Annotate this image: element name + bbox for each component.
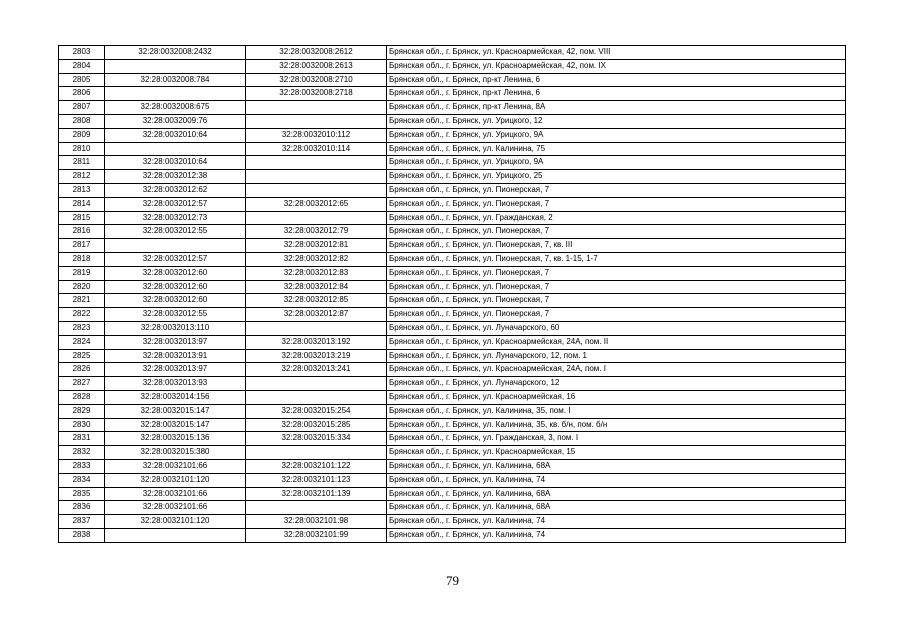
- row-number-cell: 2836: [59, 501, 105, 515]
- cadastral-number-building-cell: 32:28:0032101:66: [105, 501, 246, 515]
- table-row: [59, 114, 846, 128]
- table-row: [59, 294, 846, 308]
- cadastral-number-building-cell: 32:28:0032012:73: [105, 211, 246, 225]
- cadastral-number-building-cell: 32:28:0032013:91: [105, 349, 246, 363]
- row-number-cell: 2833: [59, 459, 105, 473]
- address-cell: Брянская обл., г. Брянск, ул. Урицкого, 9А: [387, 156, 846, 170]
- row-number-cell: 2804: [59, 59, 105, 73]
- cadastral-number-premises-cell: [246, 377, 387, 391]
- cadastral-number-building-cell: 32:28:0032015:147: [105, 404, 246, 418]
- cadastral-number-building-cell: 32:28:0032015:136: [105, 432, 246, 446]
- row-number-cell: 2808: [59, 114, 105, 128]
- row-number-cell: 2828: [59, 390, 105, 404]
- row-number-cell: 2816: [59, 225, 105, 239]
- cadastral-number-building-cell: 32:28:0032013:97: [105, 363, 246, 377]
- table-row: [59, 280, 846, 294]
- table-row: [59, 335, 846, 349]
- cadastral-number-building-cell: 32:28:0032012:57: [105, 252, 246, 266]
- address-cell: Брянская обл., г. Брянск, ул. Пионерская, 7: [387, 183, 846, 197]
- table-row: [59, 252, 846, 266]
- table-row: [59, 225, 846, 239]
- cadastral-number-premises-cell: 32:28:0032012:85: [246, 294, 387, 308]
- cadastral-number-premises-cell: [246, 170, 387, 184]
- cadastral-number-premises-cell: 32:28:0032013:192: [246, 335, 387, 349]
- address-cell: Брянская обл., г. Брянск, ул. Калинина, 74: [387, 473, 846, 487]
- table-row: [59, 321, 846, 335]
- cadastral-number-premises-cell: 32:28:0032101:139: [246, 487, 387, 501]
- address-cell: Брянская обл., г. Брянск, ул. Гражданская, 2: [387, 211, 846, 225]
- address-cell: Брянская обл., г. Брянск, ул. Пионерская, 7: [387, 308, 846, 322]
- cadastral-number-premises-cell: 32:28:0032013:241: [246, 363, 387, 377]
- row-number-cell: 2824: [59, 335, 105, 349]
- table-row: [59, 239, 846, 253]
- table-row: [59, 473, 846, 487]
- cadastral-number-premises-cell: 32:28:0032101:123: [246, 473, 387, 487]
- cadastral-number-building-cell: 32:28:0032013:93: [105, 377, 246, 391]
- address-cell: Брянская обл., г. Брянск, ул. Пионерская, 7: [387, 197, 846, 211]
- cadastral-number-building-cell: 32:28:0032015:147: [105, 418, 246, 432]
- cadastral-number-building-cell: 32:28:0032012:60: [105, 294, 246, 308]
- cadastral-number-premises-cell: [246, 211, 387, 225]
- table-row: [59, 515, 846, 529]
- address-cell: Брянская обл., г. Брянск, ул. Урицкого, 12: [387, 114, 846, 128]
- cadastral-number-premises-cell: 32:28:0032101:98: [246, 515, 387, 529]
- cadastral-number-building-cell: [105, 87, 246, 101]
- cadastral-number-building-cell: 32:28:0032014:156: [105, 390, 246, 404]
- cadastral-number-premises-cell: [246, 390, 387, 404]
- cadastral-number-building-cell: 32:28:0032101:66: [105, 459, 246, 473]
- cadastral-number-premises-cell: 32:28:0032013:219: [246, 349, 387, 363]
- row-number-cell: 2809: [59, 128, 105, 142]
- table-row: [59, 528, 846, 542]
- cadastral-number-building-cell: 32:28:0032009:76: [105, 114, 246, 128]
- row-number-cell: 2812: [59, 170, 105, 184]
- cadastral-number-premises-cell: [246, 321, 387, 335]
- row-number-cell: 2815: [59, 211, 105, 225]
- table-row: [59, 308, 846, 322]
- address-cell: Брянская обл., г. Брянск, ул. Калинина, 74: [387, 515, 846, 529]
- row-number-cell: 2814: [59, 197, 105, 211]
- cadastral-number-premises-cell: 32:28:0032012:79: [246, 225, 387, 239]
- cadastral-number-building-cell: 32:28:0032012:60: [105, 280, 246, 294]
- address-cell: Брянская обл., г. Брянск, ул. Калинина, 75: [387, 142, 846, 156]
- table-row: [59, 87, 846, 101]
- cadastral-number-building-cell: 32:28:0032010:64: [105, 128, 246, 142]
- address-cell: Брянская обл., г. Брянск, ул. Пионерская, 7, кв. 1-15, 1-7: [387, 252, 846, 266]
- address-cell: Брянская обл., г. Брянск, ул. Луначарского, 12: [387, 377, 846, 391]
- address-cell: Брянская обл., г. Брянск, ул. Пионерская, 7, кв. III: [387, 239, 846, 253]
- table-row: [59, 59, 846, 73]
- cadastral-number-premises-cell: 32:28:0032010:114: [246, 142, 387, 156]
- cadastral-number-building-cell: [105, 239, 246, 253]
- row-number-cell: 2803: [59, 46, 105, 60]
- address-cell: Брянская обл., г. Брянск, ул. Калинина, 35, кв. б/н, пом. б/н: [387, 418, 846, 432]
- table-row: [59, 156, 846, 170]
- cadastral-number-building-cell: 32:28:0032008:675: [105, 101, 246, 115]
- row-number-cell: 2807: [59, 101, 105, 115]
- address-cell: Брянская обл., г. Брянск, пр-кт Ленина, 8А: [387, 101, 846, 115]
- cadastral-number-premises-cell: [246, 446, 387, 460]
- row-number-cell: 2805: [59, 73, 105, 87]
- address-cell: Брянская обл., г. Брянск, ул. Красноармейская, 15: [387, 446, 846, 460]
- cadastral-number-building-cell: 32:28:0032010:64: [105, 156, 246, 170]
- cadastral-number-building-cell: 32:28:0032101:120: [105, 473, 246, 487]
- cadastral-number-premises-cell: 32:28:0032015:334: [246, 432, 387, 446]
- row-number-cell: 2820: [59, 280, 105, 294]
- row-number-cell: 2838: [59, 528, 105, 542]
- table-row: [59, 432, 846, 446]
- address-cell: Брянская обл., г. Брянск, ул. Красноармейская, 42, пом. VIII: [387, 46, 846, 60]
- property-table-body: [59, 46, 846, 543]
- property-table: [58, 45, 846, 543]
- row-number-cell: 2810: [59, 142, 105, 156]
- address-cell: Брянская обл., г. Брянск, ул. Калинина, 35, пом. I: [387, 404, 846, 418]
- cadastral-number-building-cell: 32:28:0032012:55: [105, 225, 246, 239]
- row-number-cell: 2818: [59, 252, 105, 266]
- address-cell: Брянская обл., г. Брянск, ул. Красноармейская, 42, пом. IX: [387, 59, 846, 73]
- table-row: [59, 101, 846, 115]
- row-number-cell: 2826: [59, 363, 105, 377]
- cadastral-number-building-cell: 32:28:0032012:60: [105, 266, 246, 280]
- table-row: [59, 197, 846, 211]
- cadastral-number-building-cell: 32:28:0032013:110: [105, 321, 246, 335]
- table-row: [59, 183, 846, 197]
- table-row: [59, 170, 846, 184]
- table-row: [59, 404, 846, 418]
- cadastral-number-premises-cell: [246, 501, 387, 515]
- cadastral-number-premises-cell: 32:28:0032008:2613: [246, 59, 387, 73]
- address-cell: Брянская обл., г. Брянск, ул. Пионерская, 7: [387, 294, 846, 308]
- cadastral-number-building-cell: 32:28:0032012:38: [105, 170, 246, 184]
- address-cell: Брянская обл., г. Брянск, ул. Красноармейская, 16: [387, 390, 846, 404]
- address-cell: Брянская обл., г. Брянск, ул. Урицкого, 9А: [387, 128, 846, 142]
- cadastral-number-building-cell: 32:28:0032008:2432: [105, 46, 246, 60]
- cadastral-number-premises-cell: 32:28:0032015:254: [246, 404, 387, 418]
- row-number-cell: 2834: [59, 473, 105, 487]
- table-row: [59, 390, 846, 404]
- row-number-cell: 2817: [59, 239, 105, 253]
- page-number: 79: [446, 573, 459, 588]
- row-number-cell: 2831: [59, 432, 105, 446]
- address-cell: Брянская обл., г. Брянск, ул. Луначарского, 12, пом. 1: [387, 349, 846, 363]
- cadastral-number-premises-cell: 32:28:0032008:2612: [246, 46, 387, 60]
- cadastral-number-premises-cell: 32:28:0032008:2710: [246, 73, 387, 87]
- row-number-cell: 2821: [59, 294, 105, 308]
- cadastral-number-premises-cell: 32:28:0032012:81: [246, 239, 387, 253]
- cadastral-number-premises-cell: 32:28:0032012:84: [246, 280, 387, 294]
- cadastral-number-premises-cell: 32:28:0032010:112: [246, 128, 387, 142]
- row-number-cell: 2819: [59, 266, 105, 280]
- cadastral-number-building-cell: 32:28:0032012:55: [105, 308, 246, 322]
- cadastral-number-building-cell: 32:28:0032101:120: [105, 515, 246, 529]
- cadastral-number-building-cell: 32:28:0032101:66: [105, 487, 246, 501]
- table-row: [59, 501, 846, 515]
- cadastral-number-premises-cell: 32:28:0032101:99: [246, 528, 387, 542]
- table-row: [59, 446, 846, 460]
- address-cell: Брянская обл., г. Брянск, ул. Урицкого, 25: [387, 170, 846, 184]
- cadastral-number-building-cell: 32:28:0032013:97: [105, 335, 246, 349]
- table-row: [59, 211, 846, 225]
- row-number-cell: 2811: [59, 156, 105, 170]
- cadastral-number-building-cell: 32:28:0032008:784: [105, 73, 246, 87]
- cadastral-number-premises-cell: 32:28:0032101:122: [246, 459, 387, 473]
- row-number-cell: 2837: [59, 515, 105, 529]
- cadastral-number-premises-cell: 32:28:0032012:82: [246, 252, 387, 266]
- row-number-cell: 2829: [59, 404, 105, 418]
- row-number-cell: 2827: [59, 377, 105, 391]
- cadastral-number-premises-cell: [246, 156, 387, 170]
- address-cell: Брянская обл., г. Брянск, ул. Калинина, 68А: [387, 459, 846, 473]
- cadastral-number-premises-cell: 32:28:0032012:65: [246, 197, 387, 211]
- row-number-cell: 2830: [59, 418, 105, 432]
- row-number-cell: 2832: [59, 446, 105, 460]
- cadastral-number-premises-cell: 32:28:0032012:87: [246, 308, 387, 322]
- cadastral-number-building-cell: [105, 142, 246, 156]
- table-row: [59, 349, 846, 363]
- table-row: [59, 266, 846, 280]
- cadastral-number-building-cell: 32:28:0032012:62: [105, 183, 246, 197]
- table-row: [59, 418, 846, 432]
- address-cell: Брянская обл., г. Брянск, ул. Красноармейская, 24А, пом. II: [387, 335, 846, 349]
- address-cell: Брянская обл., г. Брянск, ул. Гражданская, 3, пом. I: [387, 432, 846, 446]
- table-row: [59, 377, 846, 391]
- cadastral-number-building-cell: 32:28:0032012:57: [105, 197, 246, 211]
- address-cell: Брянская обл., г. Брянск, ул. Пионерская, 7: [387, 266, 846, 280]
- cadastral-number-premises-cell: 32:28:0032012:83: [246, 266, 387, 280]
- table-row: [59, 142, 846, 156]
- address-cell: Брянская обл., г. Брянск, ул. Калинина, 74: [387, 528, 846, 542]
- address-cell: Брянская обл., г. Брянск, пр-кт Ленина, 6: [387, 73, 846, 87]
- row-number-cell: 2835: [59, 487, 105, 501]
- row-number-cell: 2823: [59, 321, 105, 335]
- address-cell: Брянская обл., г. Брянск, ул. Красноармейская, 24А, пом. I: [387, 363, 846, 377]
- table-row: [59, 363, 846, 377]
- cadastral-number-premises-cell: 32:28:0032008:2718: [246, 87, 387, 101]
- cadastral-number-building-cell: 32:28:0032015:380: [105, 446, 246, 460]
- address-cell: Брянская обл., г. Брянск, ул. Калинина, 68А: [387, 487, 846, 501]
- address-cell: Брянская обл., г. Брянск, пр-кт Ленина, 6: [387, 87, 846, 101]
- cadastral-number-premises-cell: [246, 101, 387, 115]
- table-row: [59, 487, 846, 501]
- row-number-cell: 2822: [59, 308, 105, 322]
- cadastral-number-building-cell: [105, 59, 246, 73]
- address-cell: Брянская обл., г. Брянск, ул. Пионерская, 7: [387, 280, 846, 294]
- cadastral-number-premises-cell: 32:28:0032015:285: [246, 418, 387, 432]
- row-number-cell: 2806: [59, 87, 105, 101]
- row-number-cell: 2813: [59, 183, 105, 197]
- table-row: [59, 128, 846, 142]
- address-cell: Брянская обл., г. Брянск, ул. Пионерская, 7: [387, 225, 846, 239]
- cadastral-number-building-cell: [105, 528, 246, 542]
- table-row: [59, 73, 846, 87]
- row-number-cell: 2825: [59, 349, 105, 363]
- address-cell: Брянская обл., г. Брянск, ул. Луначарского, 60: [387, 321, 846, 335]
- table-row: [59, 459, 846, 473]
- table-row: [59, 46, 846, 60]
- address-cell: Брянская обл., г. Брянск, ул. Калинина, 68А: [387, 501, 846, 515]
- cadastral-number-premises-cell: [246, 114, 387, 128]
- cadastral-number-premises-cell: [246, 183, 387, 197]
